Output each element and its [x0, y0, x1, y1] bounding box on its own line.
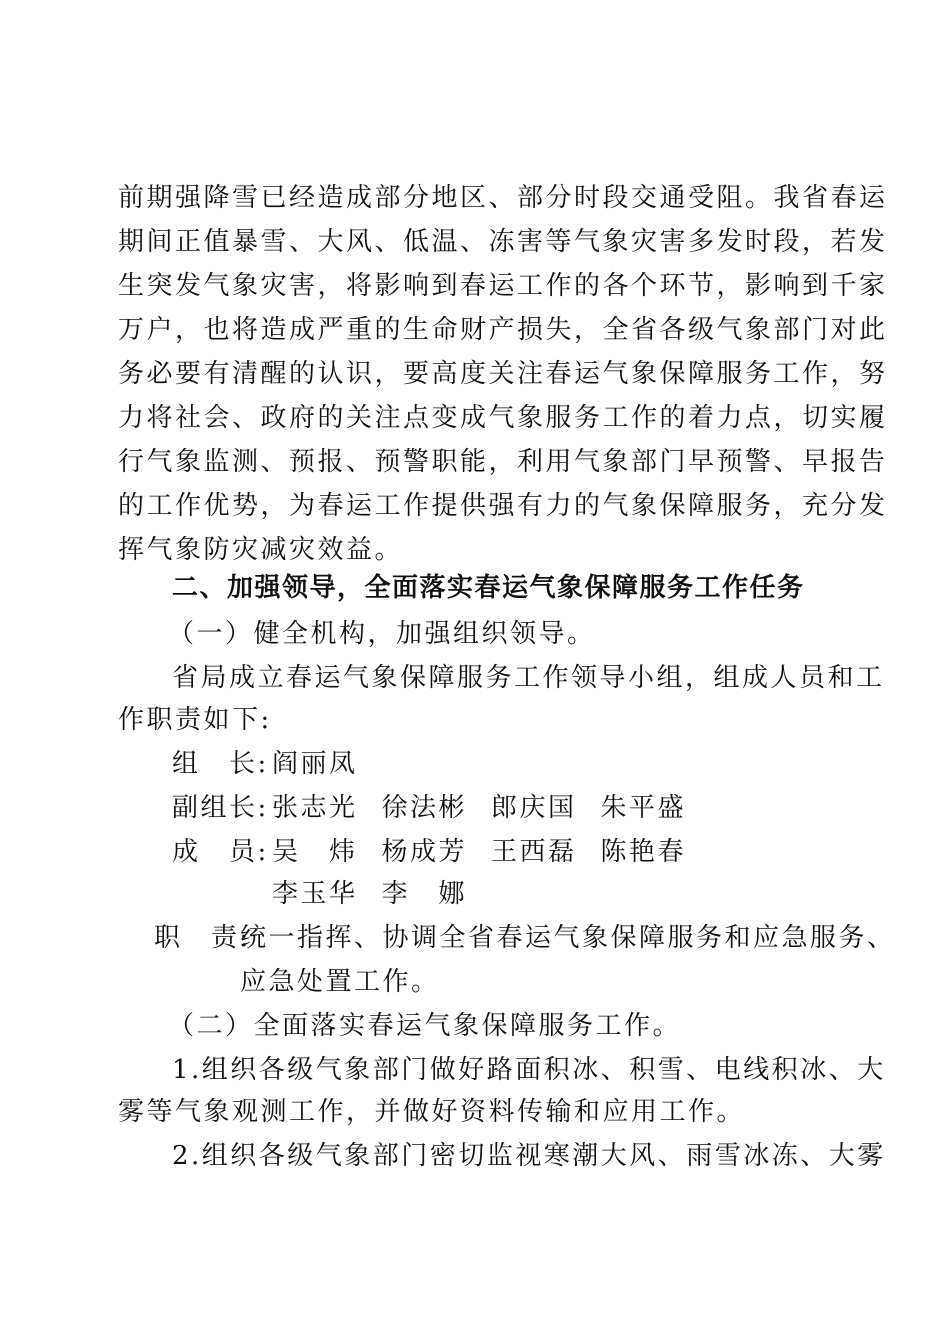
paragraph-line: 前期强降雪已经造成部分地区、部分时段交通受阻。我省春运: [118, 183, 888, 213]
paragraph-line: 行气象监测、预报、预警职能，利用气象部门早预警、早报告: [118, 447, 888, 477]
leader-name: 阎丽凤: [272, 749, 358, 779]
member-name: 李 娜: [381, 879, 468, 909]
member-name: 李玉华: [272, 879, 358, 909]
member-row-continued: [272, 872, 491, 916]
paragraph-line: 作职责如下:: [118, 705, 272, 735]
member-name: 杨成芳: [381, 837, 468, 867]
deputy-row: [172, 786, 710, 830]
paragraph-line: 省局成立春运气象保障服务工作领导小组，组成人员和工: [172, 663, 885, 693]
paragraph-line: 务必要有清醒的认识，要高度关注春运气象保障服务工作，努: [118, 359, 888, 389]
deputy-name: 郎庆国: [491, 793, 577, 823]
paragraph-line: 万户，也将造成严重的生命财产损失，全省各级气象部门对此: [118, 315, 888, 345]
subsection-heading: （二）全面落实春运气象保障服务工作。: [168, 1011, 682, 1041]
deputy-label: 副组长:: [172, 793, 269, 823]
member-name: 陈艳春: [600, 837, 687, 867]
list-item-line: 雾等气象观测工作，并做好资料传输和应用工作。: [118, 1097, 746, 1127]
list-item-line: 2.组织各级气象部门密切监视寒潮大风、雨雪冰冻、大雾: [172, 1141, 886, 1171]
list-item-line: 1.组织各级气象部门做好路面积冰、积雪、电线积冰、大: [172, 1055, 886, 1085]
member-name: 吴 炜: [272, 837, 358, 867]
deputy-name: 徐法彬: [381, 793, 468, 823]
paragraph-line: 期间正值暴雪、大风、低温、冻害等气象灾害多发时段，若发: [118, 227, 888, 257]
deputy-name: 张志光: [272, 793, 358, 823]
paragraph-line: 力将社会、政府的关注点变成气象服务工作的着力点，切实履: [118, 403, 888, 433]
subsection-heading: （一）健全机构，加强组织领导。: [168, 619, 596, 649]
deputy-name: 朱平盛: [600, 793, 687, 823]
member-label: 成 员:: [172, 837, 269, 867]
paragraph-line: 的工作优势，为春运工作提供强有力的气象保障服务，充分发: [118, 491, 888, 521]
duty-text-continued: 应急处置工作。: [240, 967, 440, 997]
section-heading: 二、加强领导，全面落实春运气象保障服务工作任务: [172, 573, 805, 603]
duty-label: 职 责:: [154, 923, 251, 953]
duty-text: 统一指挥、协调全省春运气象保障服务和应急服务、: [240, 923, 896, 953]
member-row: [172, 830, 710, 874]
leader-row: [172, 742, 382, 786]
leader-label: 组 长:: [172, 749, 269, 779]
paragraph-line: 挥气象防灾减灾效益。: [118, 535, 404, 565]
paragraph-line: 生突发气象灾害，将影响到春运工作的各个环节，影响到千家: [118, 271, 888, 301]
member-name: 王西磊: [491, 837, 577, 867]
duty-row: [154, 916, 896, 960]
